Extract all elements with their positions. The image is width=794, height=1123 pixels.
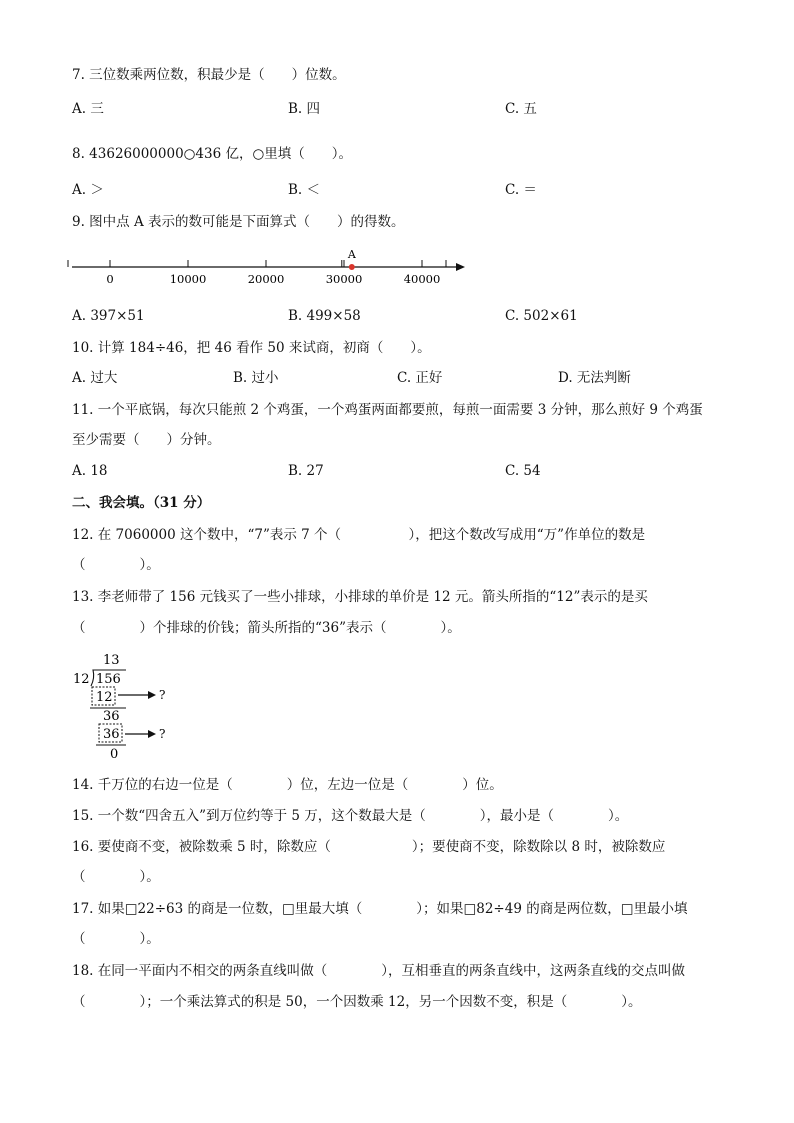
division-step2-question: ? <box>159 727 166 741</box>
division-step2: 36 <box>103 727 120 742</box>
question-12-line2: （ ）。 <box>72 557 160 573</box>
division-final: 0 <box>110 747 119 762</box>
question-8-option-b[interactable]: B. ＜ <box>288 182 321 198</box>
question-16-line1: 16. 要使商不变，被除数乘 5 时，除数应（ ）；要使商不变，除数除以 8 时，被除数应 <box>72 839 666 855</box>
question-9-stem: 9. 图中点 A 表示的数可能是下面算式（ ）的得数。 <box>72 214 405 230</box>
question-16-line2: （ ）。 <box>72 869 160 885</box>
question-8-option-a[interactable]: A. ＞ <box>72 182 104 198</box>
question-7-stem: 7. 三位数乘两位数，积最少是（ ）位数。 <box>72 67 346 83</box>
number-line-tick-label: 10000 <box>169 272 207 286</box>
division-divisor: 12 <box>73 672 90 687</box>
question-18-line1: 18. 在同一平面内不相交的两条直线叫做（ ），互相垂直的两条直线中，这两条直线的交点叫做 <box>72 963 686 979</box>
question-13-line2: （ ）个排球的价钱；箭头所指的“36”表示（ ）。 <box>72 620 461 636</box>
question-11-stem-line2: 至少需要（ ）分钟。 <box>72 432 221 448</box>
question-9-option-c[interactable]: C. 502×61 <box>505 308 578 324</box>
question-10-option-d[interactable]: D. 无法判断 <box>558 370 631 386</box>
number-line-tick-label: 30000 <box>325 272 363 286</box>
division-dividend: 156 <box>96 672 121 687</box>
number-line <box>60 244 480 290</box>
number-line-tick-label: 20000 <box>247 272 285 286</box>
question-10-option-b[interactable]: B. 过小 <box>233 370 279 386</box>
division-step1-arrowhead <box>148 691 156 699</box>
question-10-option-c[interactable]: C. 正好 <box>397 370 443 386</box>
question-7-option-c[interactable]: C. 五 <box>505 101 537 117</box>
question-11-option-c[interactable]: C. 54 <box>505 463 541 479</box>
question-9-option-b[interactable]: B. 499×58 <box>288 308 361 324</box>
question-7-option-a[interactable]: A. 三 <box>72 101 104 117</box>
question-17-line2: （ ）。 <box>72 931 160 947</box>
number-line-arrowhead <box>456 263 465 271</box>
long-division-diagram <box>70 648 180 763</box>
question-8-option-c[interactable]: C. ＝ <box>505 182 537 198</box>
number-line-tick-label: 0 <box>106 272 114 286</box>
question-12-line1: 12. 在 7060000 这个数中，“7”表示 7 个（ ），把这个数改写成用“万”作单位的数是 <box>72 527 646 543</box>
division-quotient: 13 <box>103 653 120 668</box>
division-step2-arrowhead <box>148 730 156 738</box>
question-8-stem: 8. 43626000000○436 亿，○里填（ ）。 <box>72 146 353 162</box>
question-11-option-b[interactable]: B. 27 <box>288 463 324 479</box>
division-remainder1: 36 <box>103 709 120 724</box>
division-step1: 12 <box>96 690 113 705</box>
section-2-heading: 二、我会填。（31 分） <box>72 495 211 511</box>
question-7-option-b[interactable]: B. 四 <box>288 101 321 117</box>
question-9-option-a[interactable]: A. 397×51 <box>72 308 145 324</box>
question-13-line1: 13. 李老师带了 156 元钱买了一些小排球，小排球的单价是 12 元。箭头所指的“12”表示的是买 <box>72 589 648 605</box>
question-10-option-a[interactable]: A. 过大 <box>72 370 118 386</box>
question-18-line2: （ ）；一个乘法算式的积是 50，一个因数乘 12，另一个因数不变，积是（ ）。 <box>72 994 642 1010</box>
point-a-marker <box>349 264 355 270</box>
number-line-tick-label: 40000 <box>403 272 441 286</box>
question-14: 14. 千万位的右边一位是（ ）位，左边一位是（ ）位。 <box>72 777 503 793</box>
question-15: 15. 一个数“四舍五入”到万位约等于 5 万，这个数最大是（ ），最小是（ ）。 <box>72 808 629 824</box>
question-11-stem-line1: 11. 一个平底锅，每次只能煎 2 个鸡蛋，一个鸡蛋两面都要煎，每煎一面需要 3 分钟，那么煎好 9 个鸡蛋 <box>72 402 703 418</box>
division-step1-question: ? <box>159 688 166 702</box>
question-11-option-a[interactable]: A. 18 <box>72 463 108 479</box>
question-17-line1: 17. 如果□22÷63 的商是一位数，□里最大填（ ）；如果□82÷49 的商是两位数，□里最小填 <box>72 901 688 917</box>
question-10-stem: 10. 计算 184÷46，把 46 看作 50 来试商，初商（ ）。 <box>72 340 431 356</box>
point-a-label: A <box>347 248 356 261</box>
